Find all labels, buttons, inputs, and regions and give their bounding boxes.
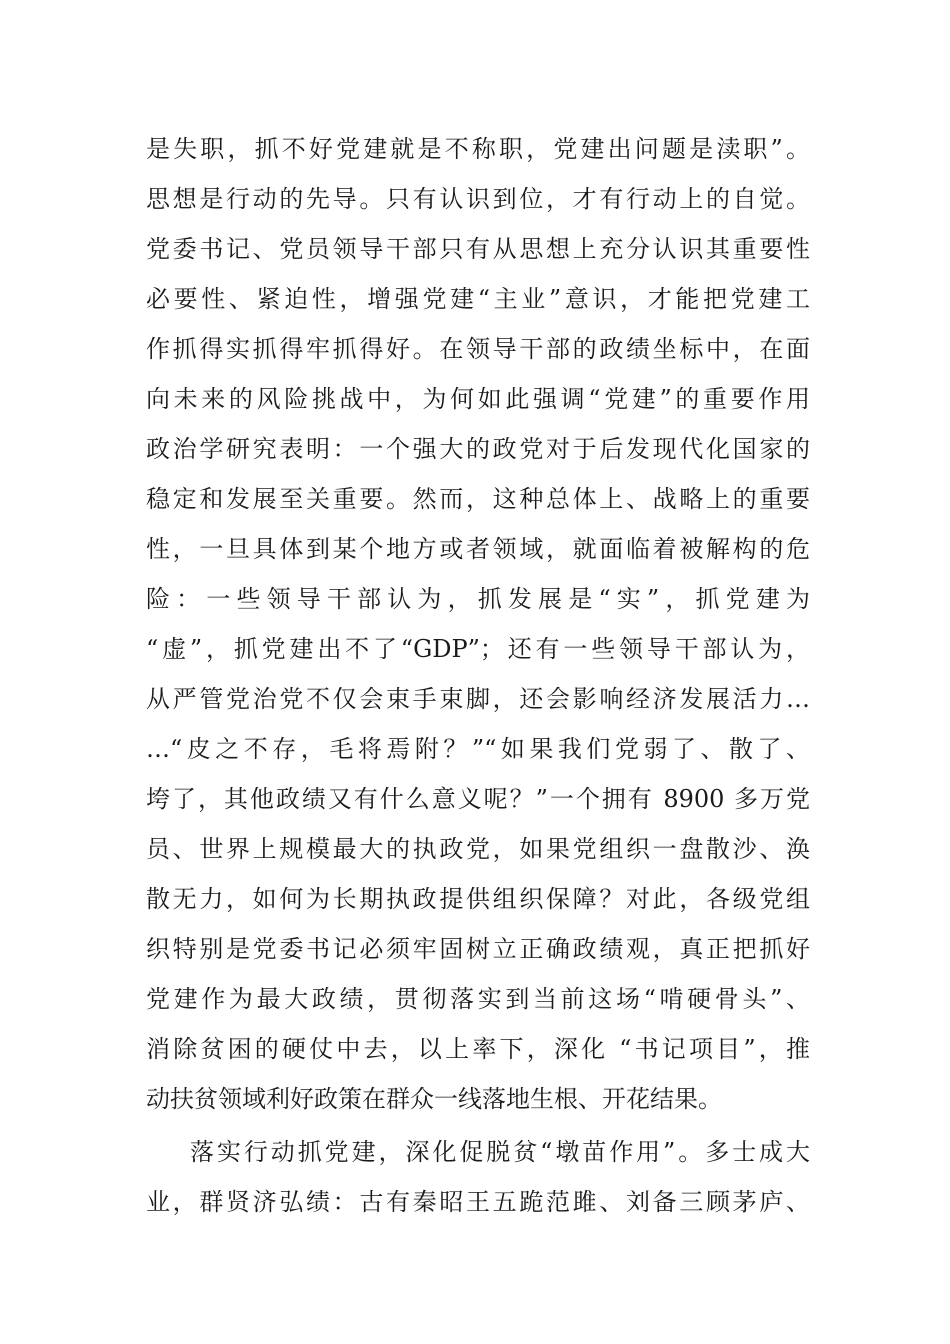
text-line: 业，群贤济弘绩：古有秦昭王五跪范雎、刘备三顾茅庐、 [146,1188,810,1216]
text-line: 思想是行动的先导。只有认识到位，才有行动上的自觉。 [146,185,810,213]
text-line: 织特别是党委书记必须牢固树立正确政绩观，真正把抓好 [146,935,810,963]
text-line: 必要性、紧迫性，增强党建“主业”意识，才能把党建工 [146,285,810,313]
text-line: 政治学研究表明：一个强大的政党对于后发现代化国家的 [146,435,810,463]
text-line: 垮了，其他政绩又有什么意义呢？”一个拥有 8900 多万党 [146,785,810,813]
text-line: 作抓得实抓得牢抓得好。在领导干部的政绩坐标中，在面 [146,335,810,363]
text-line: 向未来的风险挑战中，为何如此强调“党建”的重要作用 [146,385,810,413]
text-line: 员、世界上规模最大的执政党，如果党组织一盘散沙、涣 [146,835,810,863]
body-text [146,124,810,1227]
paragraph-start-line: 落实行动抓党建，深化促脱贫“墩苗作用”。多士成大 [190,1138,810,1166]
text-line: 是失职，抓不好党建就是不称职，党建出问题是渎职”。 [146,135,810,163]
text-line: 险：一些领导干部认为，抓发展是“实”，抓党建为 [146,585,810,613]
text-line: 稳定和发展至关重要。然而，这种总体上、战略上的重要 [146,485,810,513]
text-line: 性，一旦具体到某个地方或者领域，就面临着被解构的危 [146,535,810,563]
text-line: 从严管党治党不仅会束手束脚，还会影响经济发展活力… [146,685,810,713]
text-line: 散无力，如何为长期执政提供组织保障？对此，各级党组 [146,885,810,913]
paragraph-end-line: 动扶贫领域利好政策在群众一线落地生根、开花结果。 [146,1085,722,1113]
text-line: 党委书记、党员领导干部只有从思想上充分认识其重要性 [146,235,810,263]
text-line: 党建作为最大政绩，贯彻落实到当前这场“啃硬骨头”、 [146,985,810,1013]
text-line: 消除贫困的硬仗中去，以上率下，深化 “书记项目”，推 [146,1035,810,1063]
text-line: …“皮之不存，毛将焉附？”“如果我们党弱了、散了、 [146,735,810,763]
text-line: “虚”，抓党建出不了“GDP”；还有一些领导干部认为， [146,635,810,663]
